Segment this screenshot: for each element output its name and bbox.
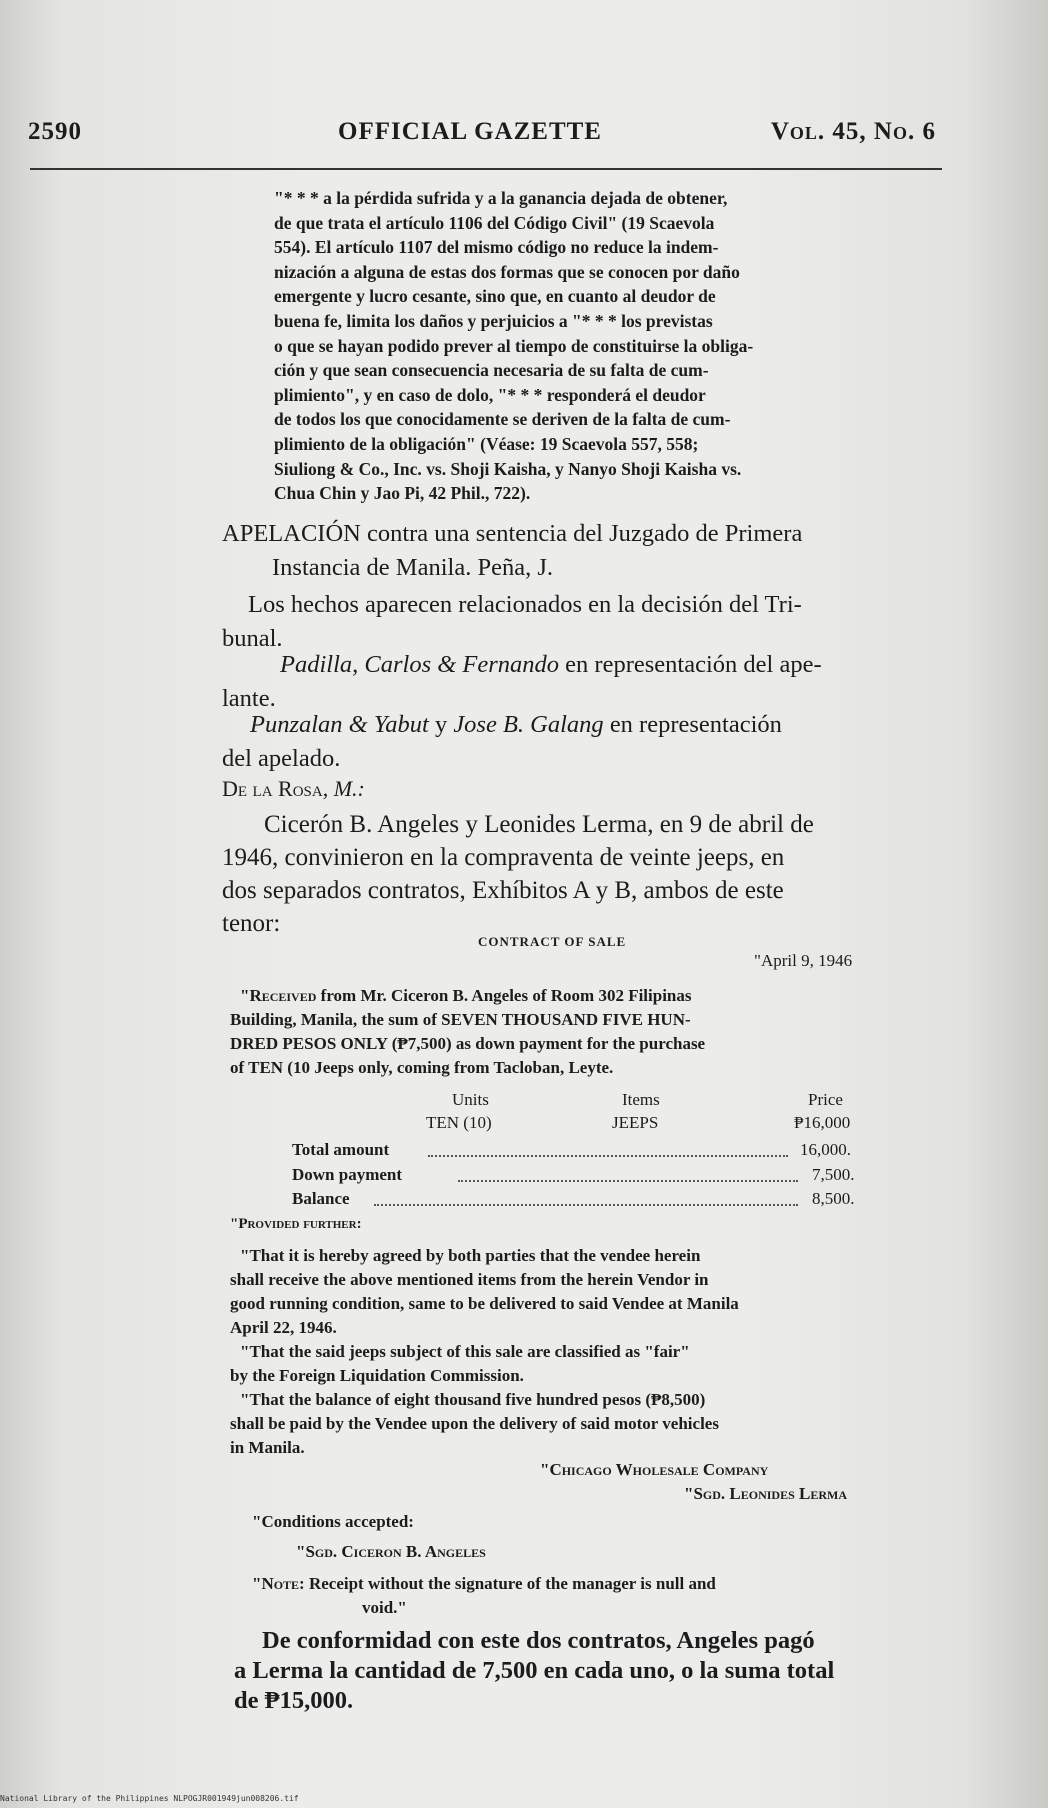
clauses-block — [230, 1244, 938, 1460]
clause-line: April 22, 1946. — [230, 1318, 337, 1337]
opening-line: tenor: — [222, 910, 281, 937]
syllabus-line: plimiento", y en caso de dolo, "* * * responderá el deudor — [274, 384, 706, 405]
company-signature: "Chicago Wholesale Company — [540, 1460, 769, 1479]
total-value: 16,000. — [800, 1140, 851, 1159]
total-label: Total amount — [292, 1140, 390, 1159]
syllabus-line: buena fe, limita los daños y perjuicios a "* * * los previstas — [274, 310, 713, 331]
leader-dots — [374, 1204, 798, 1206]
appellee-counsel-names-1: Punzalan & Yabut — [250, 711, 429, 738]
appellant-counsel-text: en representación del ape- — [559, 651, 822, 678]
opening-line: 1946, convinieron en la compraventa de veinte jeeps, en — [222, 844, 785, 871]
gazette-title: OFFICIAL GAZETTE — [338, 118, 602, 145]
syllabus-line: de que trata el artículo 1106 del Código Civil" (19 Scaevola — [274, 212, 715, 233]
ponente-name: De la Rosa, — [222, 776, 329, 801]
received-label: "Received — [240, 986, 317, 1005]
received-line: DRED PESOS ONLY (₱7,500) as down payment for the purchase — [230, 1034, 706, 1053]
appellee-counsel-mid: y — [428, 711, 454, 738]
syllabus-line: 554). El artículo 1107 del mismo código no reduce la indem- — [274, 237, 719, 258]
down-payment-label: Down payment — [292, 1165, 403, 1184]
appeal-line-2: Instancia de Manila. Peña, J. — [272, 554, 553, 581]
syllabus-line: ción y que sean consecuencia necesaria de su falta de cum- — [274, 360, 709, 381]
ponente-suffix: M.: — [328, 776, 365, 801]
opening-line: dos separados contratos, Exhíbitos A y B, ambos de este — [222, 877, 784, 904]
note-text: Receipt without the signature of the manager is null and — [304, 1574, 716, 1593]
appellee-counsel-text: en representación — [603, 711, 782, 738]
vendee-signature: "Sgd. Ciceron B. Angeles — [296, 1542, 486, 1561]
opening-paragraph — [222, 808, 938, 940]
vendor-signature: "Sgd. Leonides Lerma — [684, 1484, 847, 1503]
appellant-counsel-names: Padilla, Carlos & Fernando — [280, 651, 560, 678]
leader-dots — [428, 1155, 788, 1157]
counsel-appellant — [280, 648, 822, 682]
closing-line: a Lerma la cantidad de 7,500 en cada uno, o la suma total — [234, 1657, 835, 1684]
clause-line: shall receive the above mentioned items from the herein Vendor in — [230, 1270, 709, 1289]
received-line: Building, Manila, the sum of SEVEN THOUSAND FIVE HUN- — [230, 1010, 691, 1029]
table-cell-units: TEN (10) — [426, 1113, 492, 1132]
syllabus-line: emergente y lucro cesante, sino que, en cuanto al deudor de — [274, 286, 716, 307]
provided-further: "Provided further: — [230, 1216, 362, 1232]
facts-line-1: Los hechos aparecen relacionados en la decisión del Tri- — [248, 591, 802, 618]
syllabus-line: de todos los que conocidamente se deriven de la falta de cum- — [274, 409, 731, 430]
page-number: 2590 — [28, 118, 82, 145]
syllabus-line: o que se hayan podido prever al tiempo de constituirse la obliga- — [274, 335, 754, 356]
clause-line: "That the said jeeps subject of this sale are classified as "fair" — [240, 1342, 690, 1361]
table-header-items: Items — [622, 1090, 660, 1109]
syllabus-line: plimiento de la obligación" (Véase: 19 Scaevola 557, 558; — [274, 433, 699, 454]
closing-paragraph — [234, 1626, 948, 1716]
syllabus-line: Chua Chin y Jao Pi, 42 Phil., 722). — [274, 483, 531, 504]
leader-dots — [458, 1180, 798, 1182]
closing-line: De conformidad con este dos contratos, Angeles pagó — [262, 1627, 815, 1654]
table-cell-price: ₱16,000 — [794, 1113, 851, 1132]
ponente — [222, 776, 365, 802]
balance-value: 8,500. — [812, 1189, 855, 1208]
clause-line: by the Foreign Liquidation Commission. — [230, 1366, 524, 1385]
table-header-units: Units — [452, 1090, 489, 1109]
volume-number: Vol. 45, No. 6 — [770, 118, 936, 145]
clause-line: "That the balance of eight thousand five hundred pesos (₱8,500) — [240, 1390, 706, 1409]
contract-date: "April 9, 1946 — [754, 951, 853, 970]
clause-line: in Manila. — [230, 1438, 305, 1457]
down-payment-value: 7,500. — [812, 1165, 855, 1184]
syllabus-line: "* * * a la pérdida sufrida y a la ganancia dejada de obtener, — [274, 188, 728, 208]
counsel-appellee — [250, 708, 782, 742]
scan-footer: National Library of the Philippines NLPOGJR001949jun008206.tif — [0, 1794, 299, 1803]
opening-line: Cicerón B. Angeles y Leonides Lerma, en 9 de abril de — [264, 811, 814, 838]
counsel-appellant-line-2: lante. — [222, 685, 276, 712]
appeal-line-1: APELACIÓN contra una sentencia del Juzgado de Primera — [222, 520, 803, 547]
syllabus-line: Siuliong & Co., Inc. vs. Shoji Kaisha, y Nanyo Shoji Kaisha vs. — [274, 458, 742, 479]
clause-line: shall be paid by the Vendee upon the delivery of said motor vehicles — [230, 1414, 719, 1433]
syllabus-block — [274, 186, 936, 506]
received-paragraph — [230, 984, 938, 1080]
contract-title: CONTRACT OF SALE — [478, 934, 627, 949]
syllabus-line: nización a alguna de estas dos formas que se conocen por daño — [274, 261, 740, 282]
balance-label: Balance — [292, 1189, 350, 1208]
note-line-2: void." — [362, 1598, 407, 1617]
note-line-1 — [252, 1574, 716, 1594]
counsel-appellee-line-2: del apelado. — [222, 745, 341, 772]
table-cell-items: JEEPS — [612, 1113, 659, 1132]
conditions-accepted: "Conditions accepted: — [252, 1512, 414, 1531]
appellee-counsel-names-2: Jose B. Galang — [453, 711, 604, 738]
received-line: of TEN (10 Jeeps only, coming from Tacloban, Leyte. — [230, 1058, 614, 1077]
clause-line: "That it is hereby agreed by both parties that the vendee herein — [240, 1246, 701, 1265]
closing-line: de ₱15,000. — [234, 1687, 354, 1714]
note-label: "Note: — [252, 1574, 305, 1593]
facts-line-2: bunal. — [222, 625, 283, 652]
received-line: from Mr. Ciceron B. Angeles of Room 302 Filipinas — [316, 986, 692, 1005]
clause-line: good running condition, same to be delivered to said Vendee at Manila — [230, 1294, 739, 1313]
header-rule — [30, 168, 942, 170]
table-header-price: Price — [808, 1090, 843, 1109]
